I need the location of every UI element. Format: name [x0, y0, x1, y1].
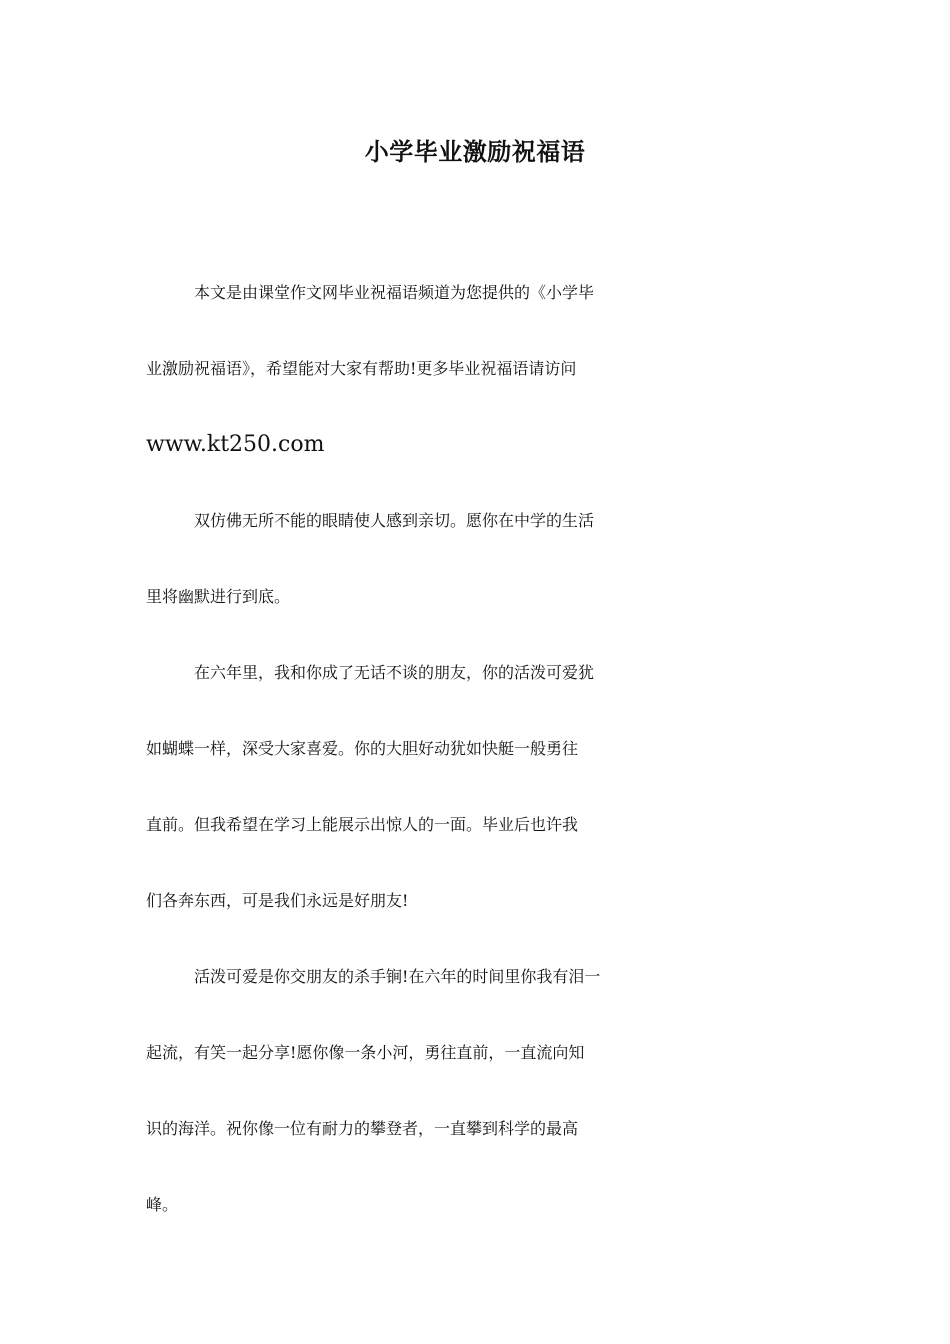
paragraph-six-years — [146, 635, 806, 939]
paragraph-line: 们各奔东西，可是我们永远是好朋友! — [146, 891, 409, 910]
document-title: 小学毕业激励祝福语 — [364, 137, 586, 166]
paragraph-line: 活泼可爱是你交朋友的杀手锏!在六年的时间里你我有泪一 — [194, 967, 601, 986]
document-body — [146, 255, 806, 1243]
paragraph-lively — [146, 939, 806, 1243]
paragraph-intro — [146, 255, 806, 483]
paragraph-line: 如蝴蝶一样，深受大家喜爱。你的大胆好动犹如快艇一般勇往 — [146, 739, 579, 758]
paragraph-line: 识的海洋。祝你像一位有耐力的攀登者，一直攀到科学的最高 — [146, 1119, 579, 1138]
paragraph-line: 双仿佛无所不能的眼睛使人感到亲切。愿你在中学的生活 — [194, 511, 595, 530]
paragraph-line: 起流，有笑一起分享!愿你像一条小河，勇往直前，一直流向知 — [146, 1043, 585, 1062]
website-link[interactable]: www.kt250.com — [146, 432, 325, 457]
paragraph-line: 在六年里，我和你成了无话不谈的朋友，你的活泼可爱犹 — [194, 663, 595, 682]
paragraph-line: 业激励祝福语》，希望能对大家有帮助!更多毕业祝福语请访问 — [146, 359, 577, 378]
paragraph-eyes — [146, 483, 806, 635]
paragraph-line: 直前。但我希望在学习上能展示出惊人的一面。毕业后也许我 — [146, 815, 579, 834]
paragraph-line: 本文是由课堂作文网毕业祝福语频道为您提供的《小学毕 — [194, 283, 595, 302]
paragraph-line: 峰。 — [146, 1195, 179, 1214]
paragraph-line: 里将幽默进行到底。 — [146, 587, 291, 606]
